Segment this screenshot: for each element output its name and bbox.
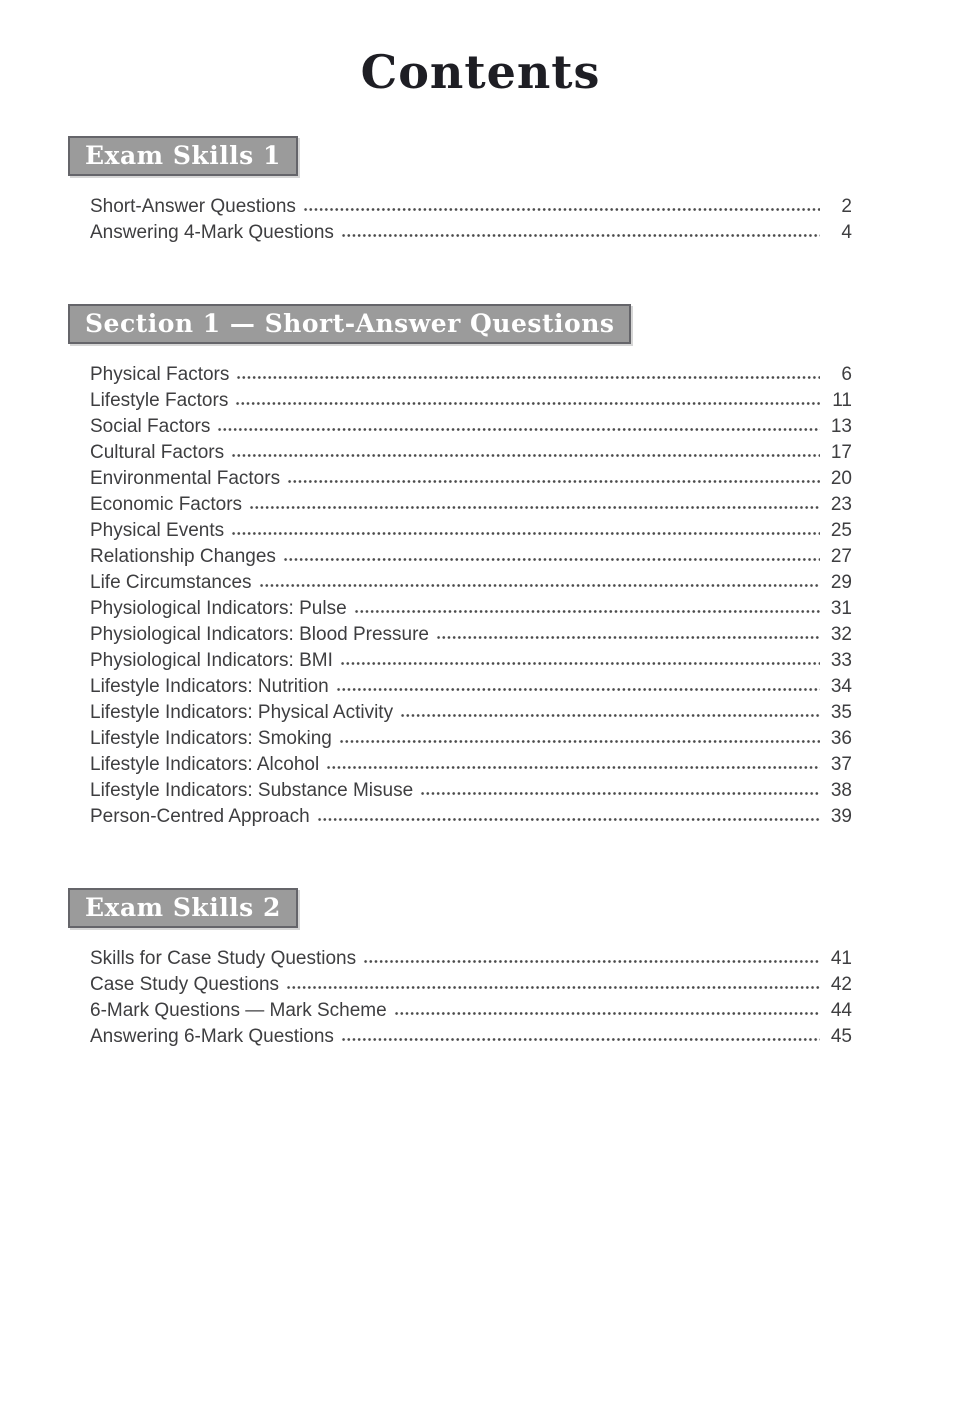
dot-leader [286,985,820,990]
toc-entry-page: 33 [830,650,852,671]
toc-entry-page: 6 [841,364,852,385]
toc-entry [90,544,852,570]
dot-leader [341,233,820,238]
toc-entry [90,220,852,246]
toc-entry [90,466,852,492]
dot-leader [420,791,820,796]
section-exam-skills-2 [68,888,852,1050]
toc-list [90,362,852,830]
toc-list [90,946,852,1050]
toc-entry [90,414,852,440]
section-exam-skills-1 [68,136,852,246]
dot-leader [339,739,820,744]
toc-entry [90,972,852,998]
dot-leader [354,609,820,614]
toc-entry [90,648,852,674]
toc-entry-label: 6-Mark Questions — Mark Scheme [90,1000,387,1021]
dot-leader [231,531,820,536]
dot-leader [363,959,820,964]
toc-entry-label: Social Factors [90,416,211,437]
toc-entry-label: Cultural Factors [90,442,225,463]
toc-entry-page: 13 [830,416,852,437]
toc-entry [90,570,852,596]
toc-entry-page: 38 [830,780,852,801]
toc-entry-page: 23 [830,494,852,515]
dot-leader [340,661,820,666]
dot-leader [394,1011,820,1016]
toc-content [68,136,852,1050]
page-title: Contents [360,45,601,99]
toc-entry-label: Economic Factors [90,494,243,515]
contents-page [0,44,961,1050]
toc-entry-page: 44 [830,1000,852,1021]
dot-leader [303,207,820,212]
toc-entry [90,804,852,830]
toc-entry-page: 25 [830,520,852,541]
toc-entry [90,946,852,972]
toc-entry [90,752,852,778]
toc-entry-page: 32 [830,624,852,645]
toc-entry-label: Lifestyle Indicators: Alcohol [90,754,320,775]
toc-entry [90,726,852,752]
toc-entry-page: 34 [830,676,852,697]
toc-entry-label: Physiological Indicators: Pulse [90,598,347,619]
toc-entry-label: Case Study Questions [90,974,280,995]
dot-leader [341,1037,820,1042]
toc-entry-label: Physiological Indicators: Blood Pressure [90,624,430,645]
section-heading-exam-skills-2: Exam Skills 2 [68,888,298,928]
toc-entry-label: Person-Centred Approach [90,806,310,827]
toc-entry-page: 20 [830,468,852,489]
toc-list [90,194,852,246]
dot-leader [400,713,820,718]
dot-leader [217,427,820,432]
dot-leader [236,375,820,380]
toc-entry-label: Lifestyle Indicators: Substance Misuse [90,780,414,801]
dot-leader [436,635,820,640]
toc-entry-page: 4 [841,222,852,243]
dot-leader [235,401,820,406]
toc-entry-page: 41 [830,948,852,969]
toc-entry-label: Short-Answer Questions [90,196,296,217]
toc-entry [90,622,852,648]
toc-entry [90,596,852,622]
toc-entry [90,998,852,1024]
toc-entry-label: Physical Events [90,520,225,541]
toc-entry-label: Physical Factors [90,364,230,385]
dot-leader [283,557,820,562]
toc-entry-label: Lifestyle Indicators: Smoking [90,728,332,749]
toc-entry-label: Lifestyle Indicators: Nutrition [90,676,329,697]
section-heading-short-answer-questions: Section 1 — Short-Answer Questions [68,304,631,344]
section-1-short-answer-questions [68,304,852,830]
toc-entry-page: 31 [830,598,852,619]
toc-entry-page: 2 [841,196,852,217]
toc-entry-label: Environmental Factors [90,468,281,489]
dot-leader [317,817,820,822]
toc-entry-page: 27 [830,546,852,567]
toc-entry-page: 11 [832,390,852,411]
toc-entry [90,778,852,804]
toc-entry [90,700,852,726]
toc-entry [90,388,852,414]
toc-entry-label: Answering 6-Mark Questions [90,1026,334,1047]
dot-leader [326,765,820,770]
dot-leader [336,687,820,692]
toc-entry-label: Lifestyle Indicators: Physical Activity [90,702,394,723]
dot-leader [231,453,820,458]
toc-entry [90,518,852,544]
toc-entry-page: 29 [830,572,852,593]
dot-leader [287,479,820,484]
toc-entry-label: Physiological Indicators: BMI [90,650,333,671]
toc-entry-label: Lifestyle Factors [90,390,229,411]
toc-entry-page: 35 [830,702,852,723]
toc-entry [90,674,852,700]
toc-entry-page: 37 [830,754,852,775]
toc-entry [90,1024,852,1050]
toc-entry-label: Relationship Changes [90,546,276,567]
toc-entry-page: 42 [830,974,852,995]
toc-entry-label: Life Circumstances [90,572,252,593]
toc-entry-label: Skills for Case Study Questions [90,948,357,969]
toc-entry-page: 45 [830,1026,852,1047]
toc-entry [90,440,852,466]
dot-leader [259,583,820,588]
toc-entry-page: 39 [830,806,852,827]
toc-entry-label: Answering 4-Mark Questions [90,222,334,243]
toc-entry-page: 36 [830,728,852,749]
toc-entry [90,362,852,388]
toc-entry-page: 17 [830,442,852,463]
dot-leader [249,505,820,510]
section-heading-exam-skills-1: Exam Skills 1 [68,136,298,176]
toc-entry [90,194,852,220]
toc-entry [90,492,852,518]
